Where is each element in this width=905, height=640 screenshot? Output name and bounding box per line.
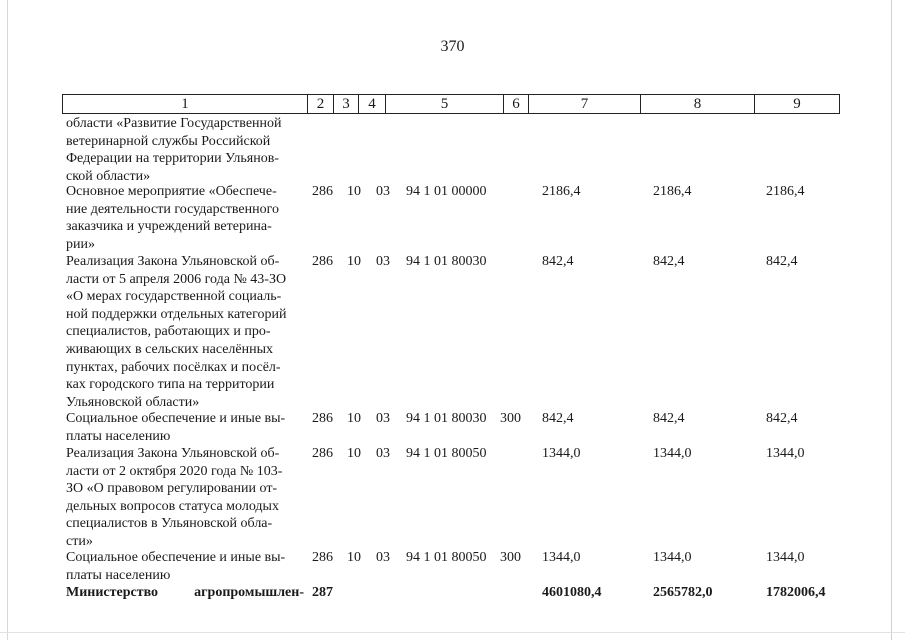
row-description xyxy=(66,445,304,551)
column-header-9: 9 xyxy=(793,96,801,112)
cell-col8: 2565782,0 xyxy=(653,585,713,600)
cell-col2: 286 xyxy=(312,411,333,426)
scan-edge-left xyxy=(7,0,8,640)
column-header-3: 3 xyxy=(334,95,359,113)
row-description-line: сти» xyxy=(66,533,93,549)
cell-col9: 842,4 xyxy=(766,254,798,269)
row-description-line: Реализация Закона Ульяновской об- xyxy=(66,254,280,269)
cell-col7: 842,4 xyxy=(542,254,574,269)
row-description-line: области «Развитие Государственной xyxy=(66,116,282,131)
cell-col5: 94 1 01 80030 xyxy=(406,254,487,269)
row-description-line: ЗО «О правовом регулировании от- xyxy=(66,481,278,497)
cell-col7: 2186,4 xyxy=(542,184,581,199)
cell-col2: 286 xyxy=(312,254,333,269)
cell-col5: 94 1 01 80050 xyxy=(406,550,487,565)
row-description-line: ветеринарной службы Российской xyxy=(66,133,271,149)
cell-col6: 300 xyxy=(500,550,521,565)
cell-col3: 10 xyxy=(347,254,361,269)
cell-col2: 286 xyxy=(312,446,333,461)
table-header-row xyxy=(62,94,840,114)
row-description-line: Основное мероприятие «Обеспече- xyxy=(66,184,277,199)
column-header-8: 8 xyxy=(641,95,755,113)
row-description-line: пунктах, рабочих посёлках и посёл- xyxy=(66,359,281,375)
row-description-line: Ульяновской области» xyxy=(66,394,200,410)
row-description xyxy=(66,183,304,253)
column-header-2: 2 xyxy=(308,95,334,113)
row-description-line: ной поддержки отдельных категорий xyxy=(66,306,287,322)
cell-col3: 10 xyxy=(347,446,361,461)
scan-edge-right xyxy=(891,0,892,640)
row-description xyxy=(66,410,304,445)
cell-col8: 2186,4 xyxy=(653,184,692,199)
cell-col8: 842,4 xyxy=(653,411,685,426)
cell-col8: 1344,0 xyxy=(653,446,692,461)
cell-col7: 4601080,4 xyxy=(542,585,602,600)
row-description-line: специалистов в Ульяновской обла- xyxy=(66,516,273,532)
row-description-line: платы населению xyxy=(66,428,171,444)
page-number: 370 xyxy=(440,38,465,55)
row-description-line: ние деятельности государственного xyxy=(66,201,280,217)
cell-col5: 94 1 01 00000 xyxy=(406,184,487,199)
cell-col2: 287 xyxy=(312,585,333,600)
row-description-line: Социальное обеспечение и иные вы- xyxy=(66,550,286,565)
cell-col9: 1344,0 xyxy=(766,446,805,461)
row-description-line: специалистов, работающих и про- xyxy=(66,324,271,340)
row-description-line: ласти от 5 апреля 2006 года № 43-ЗО xyxy=(66,271,287,287)
row-description xyxy=(66,549,304,584)
cell-col3: 10 xyxy=(347,184,361,199)
cell-col7: 842,4 xyxy=(542,411,574,426)
row-description-line: дельных вопросов статуса молодых xyxy=(66,498,279,514)
row-description-line: ласти от 2 октября 2020 года № 103- xyxy=(66,463,283,479)
cell-col6: 300 xyxy=(500,411,521,426)
column-header-7: 7 xyxy=(529,95,641,113)
cell-col2: 286 xyxy=(312,184,333,199)
cell-col5: 94 1 01 80050 xyxy=(406,446,487,461)
cell-col5: 94 1 01 80030 xyxy=(406,411,487,426)
cell-col4: 03 xyxy=(376,411,390,426)
row-description-line: ках городского типа на территории xyxy=(66,377,275,393)
column-header-1: 1 xyxy=(63,95,308,113)
cell-col4: 03 xyxy=(376,446,390,461)
cell-col7: 1344,0 xyxy=(542,446,581,461)
cell-col9: 842,4 xyxy=(766,411,798,426)
cell-col2: 286 xyxy=(312,550,333,565)
scan-edge-bottom xyxy=(0,632,905,633)
row-description-line: Социальное обеспечение и иные вы- xyxy=(66,411,286,426)
column-header-5: 5 xyxy=(386,95,504,113)
cell-col9: 2186,4 xyxy=(766,184,805,199)
row-description-line: Реализация Закона Ульяновской об- xyxy=(66,446,280,461)
row-description xyxy=(66,253,304,411)
row-description xyxy=(66,115,304,185)
row-description-line: Федерации на территории Ульянов- xyxy=(66,151,279,167)
row-description-line: Министерство агропромышлен- xyxy=(66,585,304,600)
row-description-line: платы населению xyxy=(66,567,171,583)
cell-col8: 842,4 xyxy=(653,254,685,269)
column-header-4: 4 xyxy=(359,95,386,113)
cell-col8: 1344,0 xyxy=(653,550,692,565)
row-description-line: «О мерах государственной социаль- xyxy=(66,289,282,305)
column-header-6: 6 xyxy=(504,95,529,113)
row-description-line: рии» xyxy=(66,236,95,252)
cell-col4: 03 xyxy=(376,550,390,565)
row-description-line: заказчика и учреждений ветерина- xyxy=(66,219,272,235)
cell-col3: 10 xyxy=(347,411,361,426)
cell-col4: 03 xyxy=(376,254,390,269)
cell-col9: 1782006,4 xyxy=(766,585,826,600)
row-description xyxy=(66,584,304,602)
cell-col9: 1344,0 xyxy=(766,550,805,565)
row-description-line: живающих в сельских населённых xyxy=(66,341,274,357)
cell-col3: 10 xyxy=(347,550,361,565)
cell-col4: 03 xyxy=(376,184,390,199)
cell-col7: 1344,0 xyxy=(542,550,581,565)
row-description-line: ской области» xyxy=(66,168,151,184)
